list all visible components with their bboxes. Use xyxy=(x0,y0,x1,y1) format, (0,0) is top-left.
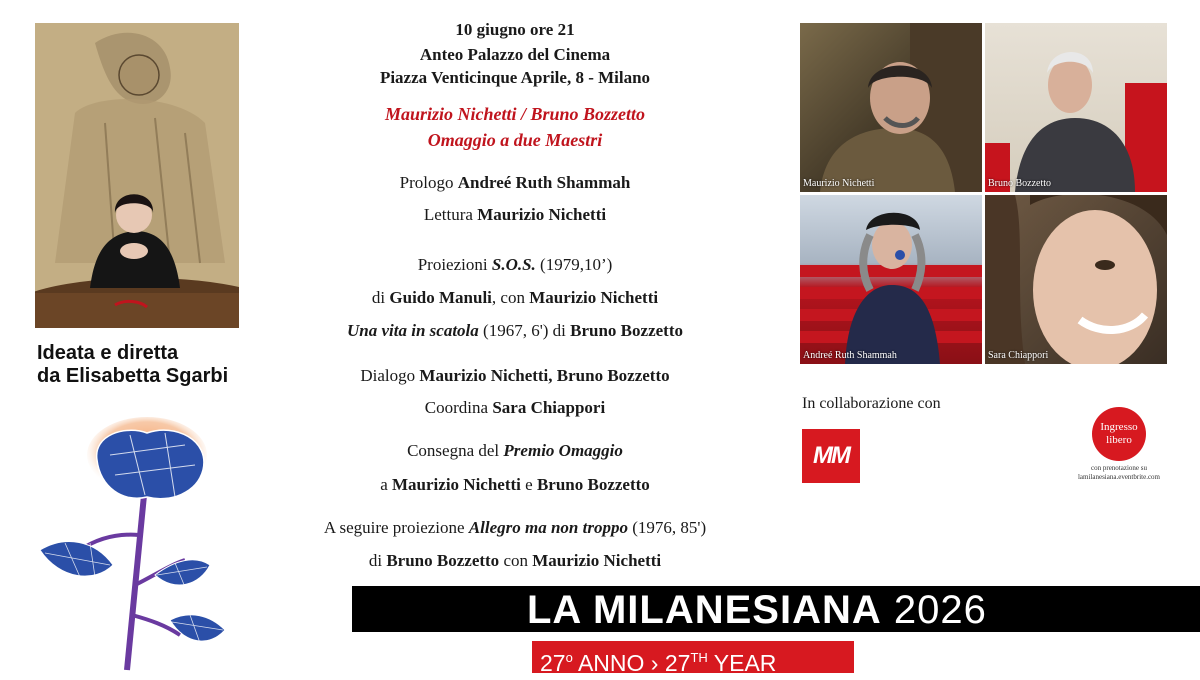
dialogo-line xyxy=(255,366,775,386)
banner-title xyxy=(527,586,987,632)
credit-line-2: da Elisabetta Sgarbi xyxy=(37,365,229,387)
film2-line xyxy=(255,321,775,341)
coordina-label: Coordina xyxy=(424,398,493,417)
film3-title: Allegro ma non troppo xyxy=(468,518,628,537)
seguire-line xyxy=(255,518,775,538)
film3-di: di xyxy=(368,551,387,570)
prologo-label: Prologo xyxy=(399,173,458,192)
ingresso-line-1: Ingresso xyxy=(1100,421,1138,433)
film1-title: S.O.S. xyxy=(491,255,536,274)
proiezioni-label: Proiezioni xyxy=(417,255,492,274)
photo-sara-chiappori xyxy=(985,195,1167,364)
portrait-illustration xyxy=(35,23,239,328)
photo-andree-ruth-shammah xyxy=(800,195,982,364)
photo-bruno-bozzetto xyxy=(985,23,1167,192)
consegna-label: Consegna del xyxy=(407,441,504,460)
dialogo-label: Dialogo xyxy=(360,366,420,385)
prologo-name: Andreé Ruth Shammah xyxy=(457,173,631,192)
ingresso-libero-badge xyxy=(1092,407,1146,461)
credit-line-1: Ideata e diretta xyxy=(37,342,179,364)
mm-logo: MM xyxy=(802,429,860,483)
film1-di: di xyxy=(371,288,390,307)
film3-actor: Maurizio Nichetti xyxy=(532,551,662,570)
coordina-line xyxy=(255,398,775,418)
banner-name: LA MILANESIANA xyxy=(527,588,882,632)
lettura-line xyxy=(255,205,775,225)
anno-number: 27 xyxy=(540,650,566,676)
film1-actor: Maurizio Nichetti xyxy=(529,288,659,307)
event-title-line2: Omaggio a due Maestri xyxy=(427,130,603,150)
film2-director: Bruno Bozzetto xyxy=(570,321,683,340)
collaboration-label: In collaborazione con xyxy=(802,395,941,412)
event-title-line1: Maurizio Nichetti / Bruno Bozzetto xyxy=(384,104,646,124)
photo-sara-chiappori-portrait xyxy=(985,195,1167,364)
prenotazione-note xyxy=(1063,464,1175,482)
event-datetime: 10 giugno ore 21 xyxy=(455,20,575,39)
prologo-line xyxy=(255,173,775,193)
consegna-line xyxy=(255,441,775,461)
film1-con: , con xyxy=(491,288,530,307)
year-number: 27 xyxy=(664,650,691,676)
premio-recipients-line xyxy=(255,475,775,495)
photo-maurizio-nichetti-portrait xyxy=(800,23,982,192)
anno-word: ANNO xyxy=(577,650,645,676)
seguire-label: A seguire proiezione xyxy=(323,518,469,537)
premio-name: Premio Omaggio xyxy=(503,441,623,460)
film2-info: (1967, 6') di xyxy=(478,321,571,340)
lettura-name: Maurizio Nichetti xyxy=(477,205,607,224)
proiezioni-line xyxy=(255,255,775,275)
edition-separator: › xyxy=(650,650,659,676)
premio-e: e xyxy=(520,475,537,494)
event-address: Piazza Venticinque Aprile, 8 - Milano xyxy=(379,68,651,87)
anno-superscript: o xyxy=(565,650,573,665)
film3-con: con xyxy=(499,551,533,570)
photo-caption: Bruno Bozzetto xyxy=(988,178,1052,189)
premio-a: a xyxy=(380,475,392,494)
program-text xyxy=(255,0,775,580)
coordina-name: Sara Chiappori xyxy=(492,398,606,417)
direction-credit xyxy=(37,342,257,388)
dialogo-names: Maurizio Nichetti, Bruno Bozzetto xyxy=(419,366,670,385)
film3-info: (1976, 85') xyxy=(627,518,707,537)
lettura-label: Lettura xyxy=(423,205,478,224)
photo-caption: Andreé Ruth Shammah xyxy=(803,350,897,361)
photo-caption: Maurizio Nichetti xyxy=(803,178,875,189)
banner-year: 2026 xyxy=(893,588,987,632)
milanesiana-banner xyxy=(352,586,1200,632)
prenotazione-url[interactable]: lamilanesiana.eventbrite.com xyxy=(1077,473,1161,481)
film3-credits-line xyxy=(255,551,775,571)
left-portrait-photo xyxy=(35,23,239,328)
premio-recipient-2: Bruno Bozzetto xyxy=(536,475,650,494)
rose-illustration xyxy=(35,415,240,675)
film3-director: Bruno Bozzetto xyxy=(386,551,500,570)
film1-credits-line xyxy=(255,288,775,308)
edition-strip xyxy=(532,641,854,676)
year-superscript: TH xyxy=(690,650,708,665)
prenotazione-line-1: con prenotazione su xyxy=(1091,464,1147,472)
photo-caption: Sara Chiappori xyxy=(988,350,1049,361)
film1-info: (1979,10’) xyxy=(535,255,613,274)
premio-recipient-1: Maurizio Nichetti xyxy=(392,475,521,494)
photo-andree-ruth-shammah-portrait xyxy=(800,195,982,364)
photo-maurizio-nichetti xyxy=(800,23,982,192)
year-word: YEAR xyxy=(713,650,777,676)
film1-director: Guido Manuli xyxy=(389,288,492,307)
event-venue: Anteo Palazzo del Cinema xyxy=(419,45,611,64)
film2-title: Una vita in scatola xyxy=(347,321,479,340)
photo-bruno-bozzetto-portrait xyxy=(985,23,1167,192)
ingresso-line-2: libero xyxy=(1106,434,1132,446)
